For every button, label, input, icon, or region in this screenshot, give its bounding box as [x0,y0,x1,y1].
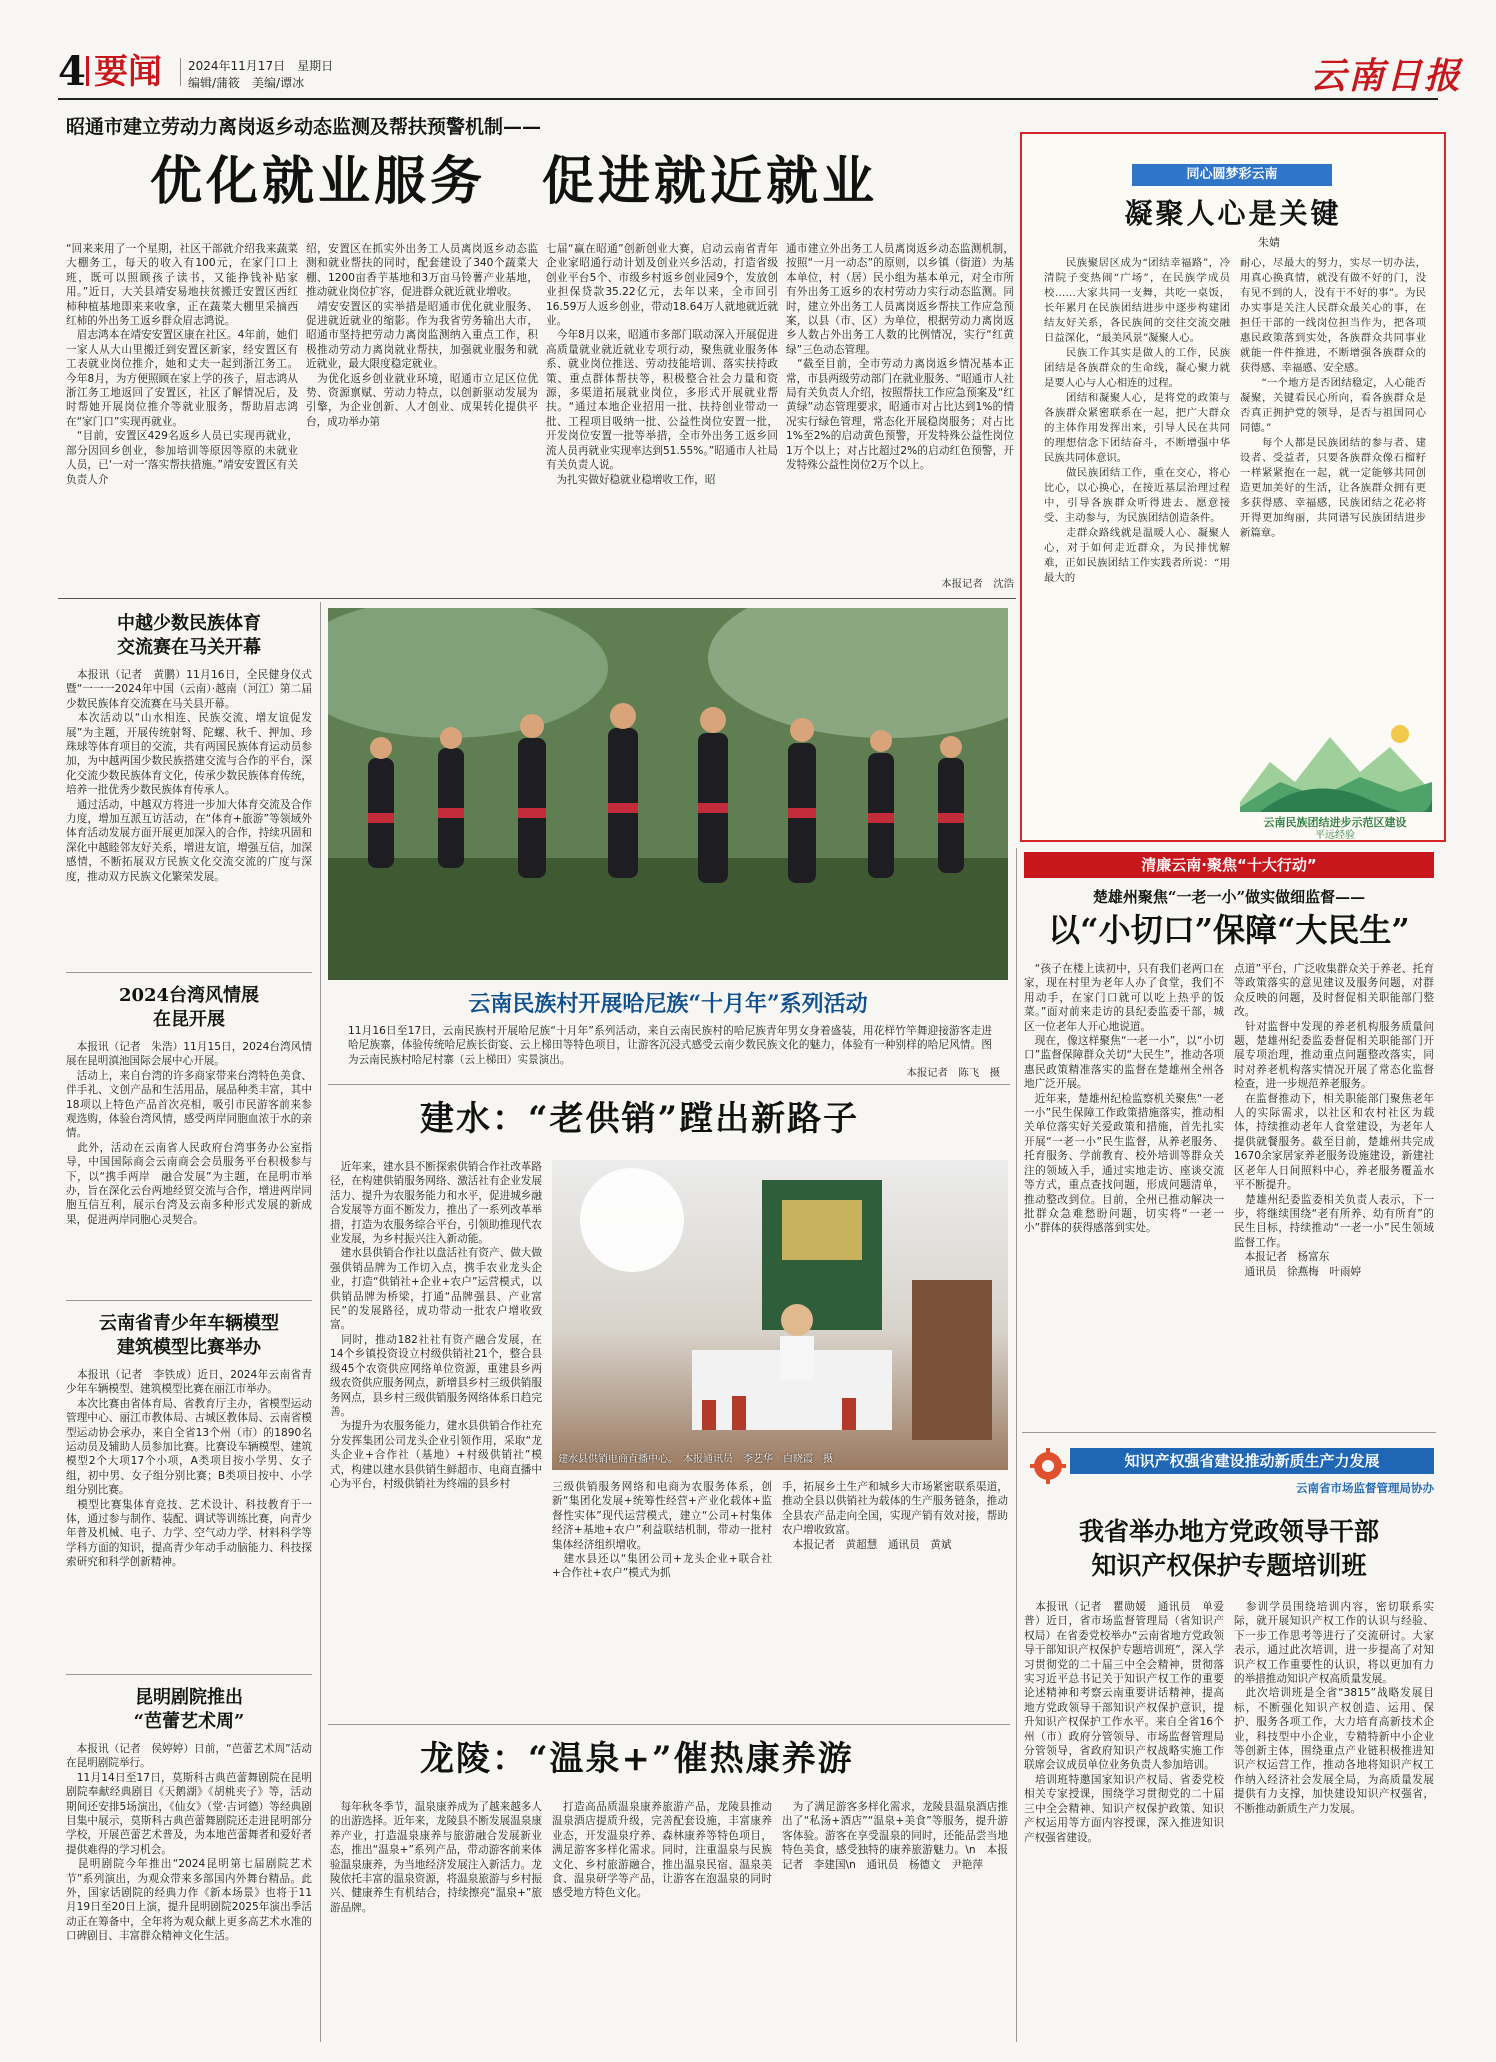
brief-ballet-title-1: 昆明剧院推出 [135,1687,243,1708]
longling-column-2: 打造高品质温泉康养旅游产品，龙陵县推动温泉酒店提质升级，完善配套设施，丰富康养业态，开发温泉疗养、森林康养等特色项目，满足游客多样化需求。同时，注重温泉与民族文化、乡村旅游融合，推出温泉民宿、温泉美食、温泉研学等产品，让游客在泡温泉的同时感受地方特色文化。 [552,1801,772,1900]
lead-headline: 优化就业服务 促进就近就业 [150,151,879,212]
photo-story-byline: 本报记者 陈飞 摄 [906,1067,1000,1079]
landscape-icon [1240,712,1432,812]
brief-models-title-2: 建筑模型比赛举办 [117,1337,261,1358]
brief-models-title-1: 云南省青少年车辆模型 [99,1313,279,1334]
longling-column-1: 每年秋冬季节，温泉康养成为了越来越多人的出游选择。近年来，龙陵县不断发展温泉康养产业，打造温泉康养与旅游融合发展新业态，推出“温泉+”系列产品，带动游客前来体验温泉康养，为当地经济发展注入新活力。龙陵依托丰富的温泉资源，将温泉旅游与乡村振兴、健康养生有机结合，持续擦亮“温泉+”旅游品牌。 [330,1801,542,1914]
brief-models-text: 本报讯（记者 李铁成）近日，2024年云南省青少年车辆模型、建筑模型比赛在丽江市举办。 本次比赛由省体育局、省教育厅主办，省模型运动管理中心、丽江市教体局、古城区教体局、云南省模型运动协会承办，来自全省13个州（市）的1890名运动员及辅助人员参加比赛。比赛设车辆模型、建筑模型2个大项17个小项，A类项目按小学男、女子组，初中男、女子组分别比赛；B类项目按中、小学组分别比赛。 模型比赛集体育竞技、艺术设计、科技教育于一体，通过参与制作、装配、调试等训练比赛，向青少年普及机械、电子、力学、空气动力学、材料科学等学科方面的知识，提高青少年动手动脑能力、科技探索研究和科学创新精神。 [66,1369,312,1569]
jianshui-column-1: 近年来，建水县不断探索供销合作社改革路径，在构建供销服务网络、激活社有企业发展活力、提升为农服务能力和水平，促进城乡融合发展等方面不断发力，推出了一系列改革举措，打造为农服务综合平台，引领助推现代农业发展，为乡村振兴注入新动能。 建水县供销合作社以盘活社有资产、做大做强供销品牌为工作切入点，携手农业龙头企业，打造“供销社+企业+农户”运营模式，以供销品牌为桥梁，打通“品牌强县、产业富民”的发展路径，成功带动一批农户增收致富。 同时，推动182社社有资产融合发展，在14个乡镇投资设立村级供销社21个，整合县级45个农资供应网络单位资源，重建县乡两级农资供应服务网点，新增县乡村三级供销服务网点，县乡村三级供销服务网络体系日趋完善。 为提升为农服务能力，建水县供销合作社充分发挥集团公司龙头企业引领作用，采取“龙头企业+合作社（基地）+村级供销社”模式，构建以建水县供销生鲜超市、电商直播中心为平台，村级供销社为终端的县乡村 [330,1161,542,1490]
photo-story-caption: 11月16日至17日，云南民族村开展哈尼族“十月年”系列活动，来自云南民族村的哈尼族青年男女身着盛装，用花样竹竿舞迎接游客走进哈尼族寨，体验传统哈尼族长街宴、云上梯田等特色项目，让游客沉浸式感受云南少数民族文化的魅力，体验有一种别样的哈尼风情。图为云南民族村哈尼村寨（云上梯田）实景演出。 [348,1025,992,1066]
brief-sports-title-1: 中越少数民族体育 [117,613,261,634]
livestream-photo-caption: 建水县供销电商直播中心。 本报通讯员 李艺华 白晓霞 摄 [558,1454,833,1465]
longling-column-3: 为了满足游客多样化需求，龙陵县温泉酒店推出了“私汤+酒店”“温泉+美食”等服务，提升游客体验。游客在享受温泉的同时，还能品尝当地特色美食，感受独特的康养旅游魅力。\n 本报记者 李建国\n 通讯员 杨德文 尹艳萍 [782,1801,1008,1871]
brief-ballet-text: 本报讯（记者 侯婷婷）日前，“芭蕾艺术周”活动在昆明剧院举行。 11月14日至17日，莫斯科古典芭蕾舞剧院在昆明剧院奉献经典剧目《天鹅湖》《胡桃夹子》等，活动期间还安排5场演出，《仙女》（堂·吉诃德）等经典剧目集中展示，莫斯科古典芭蕾舞剧院还走进昆明部分学校，开展芭蕾艺术普及，为本地芭蕾舞者和爱好者提供难得的学习机会。 昆明剧院今年推出“2024昆明第七届剧院艺术节”系列演出，为观众带来多部国内外舞台精品。此外，国家话剧院的经典力作《新本场景》也将于11月19日至20日上演，提升昆明剧院2025年演出季活动正在筹备中，全年将为观众献上更多高艺术水准的口碑剧目、丰富群众精神文化生活。 [66,1743,312,1943]
brief-taiwan-title-2: 在昆开展 [153,1009,225,1030]
gear-icon [1030,1448,1066,1484]
editors-credit: 编辑/蒲筱 美编/谭冰 [188,76,305,90]
issue-date: 2024年11月17日 星期日 [188,59,334,73]
lead-byline: 本报记者 沈浩 [941,578,1014,590]
chuxiong-column-2: 点道”平台，广泛收集群众关于养老、托育等政策落实的意见建议及服务问题，对群众反映的问题，及时督促相关职能部门整改。 针对监督中发现的养老机构服务质量问题，楚雄州纪委监委督促相关职能部门开展专项治理，推动重点问题整改落实，同时对养老机构落实情况开展了常态化监督检查，进一步规范养老服务。 在监督推动下，相关职能部门聚焦老年人的实际需求，以社区和农村社区为载体，持续推动老年人食堂建设，为老年人提供就餐服务。截至目前，楚雄州共完成1670余家居家养老服务设施建设，新建社区老年人日间照料中心，养老服务覆盖水平不断提升。 楚雄州纪委监委相关负责人表示，下一步，将继续围绕“老有所养、幼有所育”的民生目标，持续推动“一老一小”民生领域监督工作。 本报记者 杨富东 通讯员 徐燕梅 叶雨婷 [1234,963,1434,1278]
page-number-divider [86,56,89,86]
brief-sports-text: 本报讯（记者 黄鹏）11月16日，全民健身仪式暨“一一一2024年中国（云南）·越南（河江）第二届少数民族体育交流赛在马关县开幕。 本次活动以“山水相连、民族交流、增友谊促发展”为主题，开展传统射弩、陀螺、秋千、押加、珍珠球等体育项目的交流，共有两国民族体育运动员参加，为中越两国少数民族搭建交流与合作的平台，深化交流少数民族体育文化，传承少数民族体育传统，培养一批优秀少数民族体育传承人。 通过活动，中越双方将进一步加大体育交流及合作力度，增加互派互访活动，在“体育+旅游”等领域外体育活动发展方面开展更加深入的合作，持续巩固和深化中越睦邻友好关系，增进友谊，增强互信，加深感情，不断拓展双方民族文化交流交流的广度与深度，推动双方民族文化繁荣发展。 [66,669,312,883]
chuxiong-headline: 以“小切口”保障“大民生” [1048,911,1410,949]
commentary-author: 朱婧 [1258,236,1280,249]
photo-bottom-rule [328,1084,1010,1085]
jianshui-column-3: 手，拓展乡土生产和城乡大市场紧密联系渠道，推动全县以供销社为载体的生产服务链条，推动全县农产品走向全国，实现产销有效对接，帮助农户增收致富。 本报记者 黄超慧 通讯员 黄斌 [782,1481,1008,1551]
dancers-image-icon [328,608,1008,980]
masthead-divider [180,58,181,86]
lead-column-4: 通市建立外出务工人员离岗返乡动态监测机制，按照“一月一动态”的原则，以乡镇（街道）为基本单位，村（居）民小组为基本单元，对全市所有外出务工返乡的农村劳动力实行动态监测。同时，建立外出务工人员离岗返乡帮扶工作应急预案，以县（市、区）为单位，根据劳动力离岗返乡人数占外出务工人数的比例情况，实行“红黄绿”三色动态管理。 “截至目前，全市劳动力离岗返乡情况基本正常，市县两级劳动部门在就业服务、“昭通市人社局有关负责人介绍，按照帮扶工作应急预案及“红黄绿”动态管理要求，昭通市对占比达到1%的情况实行绿色管理，常态化开展稳岗服务；对占比1%至2%的启动黄色预警，开发特殊公益性岗位1万个以上；对占比超过2%的启动红色预警，开发特殊公益性岗位2万个以上。 [786,243,1014,472]
ip-headline-line-2: 知识产权保护专题培训班 [1091,1551,1367,1580]
commentary-column-2: 耐心，尽最大的努力，实尽一切办法，用真心换真情，就没有做不好的门，没有见不到的人，没有干不好的事”。为民办实事是关注人民群众最关心的事，在担任干部的一线岗位担当作为，把各项惠民政策落到实处，各族群众共同事业就能一件件推进，不断增强各族群众的获得感、幸福感、安全感。 “一个地方是否团结稳定，人心能否凝聚，关键看民心所向，看各族群众是否真正拥护党的领导，是否与祖国同心同德。” 每个人都是民族团结的参与者、建设者、受益者，只要各族群众像石榴籽一样紧紧抱在一起，就一定能够共同创造更加美好的生活，让各族群众拥有更多获得感、幸福感，民族团结之花必将开得更加绚丽，共同谱写民族团结进步新篇章。 [1240,257,1426,539]
ip-sponsor: 云南省市场监督管理局协办 [1296,1481,1434,1495]
photo-story-title: 云南民族村开展哈尼族“十月年”系列活动 [468,991,868,1017]
masthead-rule [58,98,1438,100]
commentary-caption-sub: 平远经验 [1315,830,1355,841]
jianshui-column-2: 三级供销服务网络和电商为农服务体系，创新“集团化发展+统筹性经营+产业化载体+监督性实体”现代运营模式，建立“公司+村集体经济+基地+农户”利益联结机制，带动一批村集体经济组织增收。 建水县还以“集团公司+龙头企业+联合社+合作社+农户”模式为抓 [552,1481,772,1580]
brief-taiwan-title-1: 2024台湾风情展 [118,985,260,1006]
chuxiong-bottom-rule [1022,1432,1436,1433]
lead-column-3: 七届“赢在昭通”创新创业大赛，启动云南省青年企业家昭通行动计划及创业兴乡活动，打造省级创业平台5个、市级乡村返乡创业园9个，发放创业担保贷款35.22亿元，去年以来，全市回引16.59万人返乡创业，带动18.64万人就地就近就业。 今年8月以来，昭通市多部门联动深入开展促进高质量就业就近就业专项行动，聚焦就业服务体系、就业岗位推送、劳动技能培训、落实扶持政策、重点群体帮扶等，积极整合社会力量和资源，多渠道拓展就业岗位，多形式开展就业帮扶。“通过本地企业招用一批、扶持创业带动一批、工程项目吸纳一批、公益性岗位安置一批，开发岗位安置一批等举措，全市外出务工返乡回流人员再就业实现率达到51.55%。”昭通市人社局有关负责人说。 为扎实做好稳就业稳增收工作，昭 [546,243,778,486]
commentary-headline: 凝聚人心是关键 [1124,197,1342,230]
chuxiong-kicker: 楚雄州聚焦“一老一小”做实做细监督—— [1092,888,1366,906]
lead-column-1: “回来来用了一个星期，社区干部就介绍我来蔬菜大棚务工，每天的收入有100元，在家门口上班，既可以照顾孩子读书，又能挣钱补贴家用。”近日，大关县靖安易地扶贫搬迁安置区西红柿种植基地即来来收拿，正在蔬菜大棚里采摘西红柿的外出务工返乡群众眉志鸿说。 眉志鸿本在靖安安置区康在社区。4年前，她们一家人从大山里搬迁到安置区新家，经安置区有工表就业岗位推介，她和丈夫一起到浙江务工。今年8月，为方便照顾在家上学的孩子，眉志鸿从浙江务工地返回了安置区，社区了解情况后，及时帮她开展岗位推介等就业服务，帮助眉志鸿在“家门口”实现再就业。 “目前，安置区429名返乡人员已实现再就业，部分因回乡创业，参加培训等原因等原的未就业人员，已‘一对一’落实帮扶措施。”靖安安置区有关负责人介 [66,243,298,486]
lead-column-2: 绍，安置区在抓实外出务工人员离岗返乡动态监测和就业帮扶的同时，配套建设了340个蔬菜大棚、1200亩香芋基地和3万亩马铃薯产业基地，推动就业岗位扩容，促进群众就近就业增收。 靖安安置区的实举措是昭通市优化就业服务、促进就近就业的缩影。作为我省劳务输出大市，昭通市坚持把劳动力离岗监测纳入重点工作，积极推动劳动力离岗就业帮扶，加强就业服务和就近就业，最大限度稳定就业。 为优化返乡创业就业环境，昭通市立足区位优势、资源禀赋、劳动力特点，以创新驱动发展为引擎，为企业创新、人才创业、成果转化提供平台，成功举办第 [306,243,538,428]
ip-column-2: 参训学员围绕培训内容，密切联系实际，就开展知识产权工作的认识与经验、下一步工作思考等进行了交流研讨。大家表示，通过此次培训，进一步提高了对知识产权工作重要性的认识，将以更加有力的举措推动知识产权高质量发展。 此次培训班是全省“3815”战略发展目标，不断强化知识产权创造、运用、保护、服务各项工作，大力培育高新技术企业，科技型中小企业，专精特新中小企业等创新主体，围绕重点产业链积极推进知识产权运营工作，推动各地将知识产权工作纳入经济社会发展全局，为高质量发展提供有力支撑，加快建设知识产权强省，不断推动新质生产力发展。 [1234,1601,1434,1815]
section-name: 要闻 [94,52,162,92]
chuxiong-banner: 清廉云南·聚焦“十大行动” [1024,852,1434,878]
chuxiong-column-1: “孩子在楼上读初中，只有我们老两口在家，现在村里为老年人办了食堂，我们不用动手，在家门口就可以吃上热乎的饭菜。”面对前来走访的县纪委监委干部，城区一位老年人开心地说道。 现在，像这样聚焦“一老一小”，以“小切口”监督保障群众关切“大民生”，推动各项惠民政策精准落实的监督在楚雄州全州各地广泛开展。 近年来，楚雄州纪检监察机关聚焦“一老一小”民生保障工作政策措施落实，推动相关单位落实好关爱政策和措施，首先扎实开展“一老一小”民生监督，从养老服务、托育服务、学前教育、校外培训等群众关注的领域入手，通过实地走访、座谈交流等方式，重点查找问题，形成问题清单，推动整改到位。目前，全州已推动解决一批群众急难愁盼问题，切实将“一老一小”群体的获得感落到实处。 [1024,963,1224,1235]
jianshui-headline: 建水：“老供销”蹚出新路子 [420,1099,860,1139]
brief-rule-2 [66,1300,312,1301]
mountain-illustration [1240,712,1432,812]
ip-column-1: 本报讯（记者 瞿勋媛 通讯员 单爱普）近日，省市场监督管理局（省知识产权局）在省委党校举办“云南省地方党政领导干部知识产权保护专题培训班”，深入学习贯彻党的二十届三中全会精神，贯彻落实习近平总书记关于知识产权工作的重要论述精神和考察云南重要讲话精神，提高地方党政领导干部知识产权保护意识，提升知识产权保护工作水平。来自全省16个州（市）政府分管领导、市场监督管理局分管领导，省政府知识产权战略实施工作联席会议成员单位业务负责人参加培训。 培训班特邀国家知识产权局、省委党校相关专家授课，围绕学习贯彻党的二十届三中全会精神、知识产权保护政策、知识产权运用等方面内容授课，深入推进知识产权强省建设。 [1024,1601,1224,1844]
commentary-box [1020,132,1446,842]
ip-headline-line-1: 我省举办地方党政领导干部 [1078,1517,1379,1546]
commentary-column-1: 民族聚居区成为“团结幸福路”，冷清院子变热闹“广场”，在民族学成员校……大家共同一支舞，共吃一桌饭，长年累月在民族团结进步中逐步构建团结友好关系，各民族间的交往交流交融日益深化，“最美风景”凝聚人心。 民族工作其实是做人的工作，民族团结是各族群众的生命线，凝心聚力就是要人心与人心相连的过程。 团结和凝聚人心，是将党的政策与各族群众紧密联系在一起，把广大群众的主体作用发挥出来，引导人民在共同的理想信念下团结奋斗，不断增强中华民族共同体意识。 做民族团结工作，重在交心，将心比心，以心换心，在接近基层治理过程中，引导各族群众听得进去、愿意接受、主动参与，为民族团结创造条件。 走群众路线就是温暖人心、凝聚人心，对于如何走近群众，为民排忧解难，正如民族团结工作实践者所说：“用最大的 [1044,257,1230,584]
lead-bottom-rule [58,598,1016,599]
jianshui-bottom-rule [328,1724,1010,1725]
brief-taiwan-text: 本报讯（记者 朱浩）11月15日，2024台湾风情展在昆明滇池国际会展中心开展。 活动上，来自台湾的许多商家带来台湾特色美食、伴手礼、文创产品和生活用品，展品种类丰富，其中18项以上特色产品首次亮相，吸引市民游客前来参观选购，体验台湾风情，感受两岸同胞血浓于水的亲情。 此外，活动在云南省人民政府台湾事务办公室指导，中国国际商会云南商会会员服务平台积极参与下，以“携手两岸 融合发展”为主题，在昆明市举办，旨在深化云台两地经贸交流与合作，增进两岸同胞互信互利，展示台湾及云南多种形式发展的新成果，促进两岸同胞心灵契合。 [66,1041,312,1226]
brief-sports-title-2: 交流赛在马关开幕 [117,637,261,658]
livestream-photo [552,1160,1008,1470]
page-number: 4 [58,48,86,95]
brief-rule-3 [66,1674,312,1675]
lead-kicker: 昭通市建立劳动力离岗返乡动态监测及帮扶预警机制—— [66,116,542,138]
brief-ballet-title-2: “芭蕾艺术周” [133,1711,245,1732]
commentary-caption: 云南民族团结进步示范区建设 [1263,816,1407,829]
ip-banner: 知识产权强省建设推动新质生产力发展 [1070,1448,1434,1474]
commentary-banner: 同心圆梦彩云南 [1132,164,1332,186]
longling-headline: 龙陵：“温泉+”催热康养游 [420,1739,854,1779]
paper-logo: 云南日报 [1310,55,1463,97]
left-column-rule [320,602,321,2042]
right-column-rule [1016,848,1017,2042]
dance-performance-photo [328,608,1008,980]
brief-rule-1 [66,972,312,973]
livestream-image-icon [552,1160,1008,1470]
